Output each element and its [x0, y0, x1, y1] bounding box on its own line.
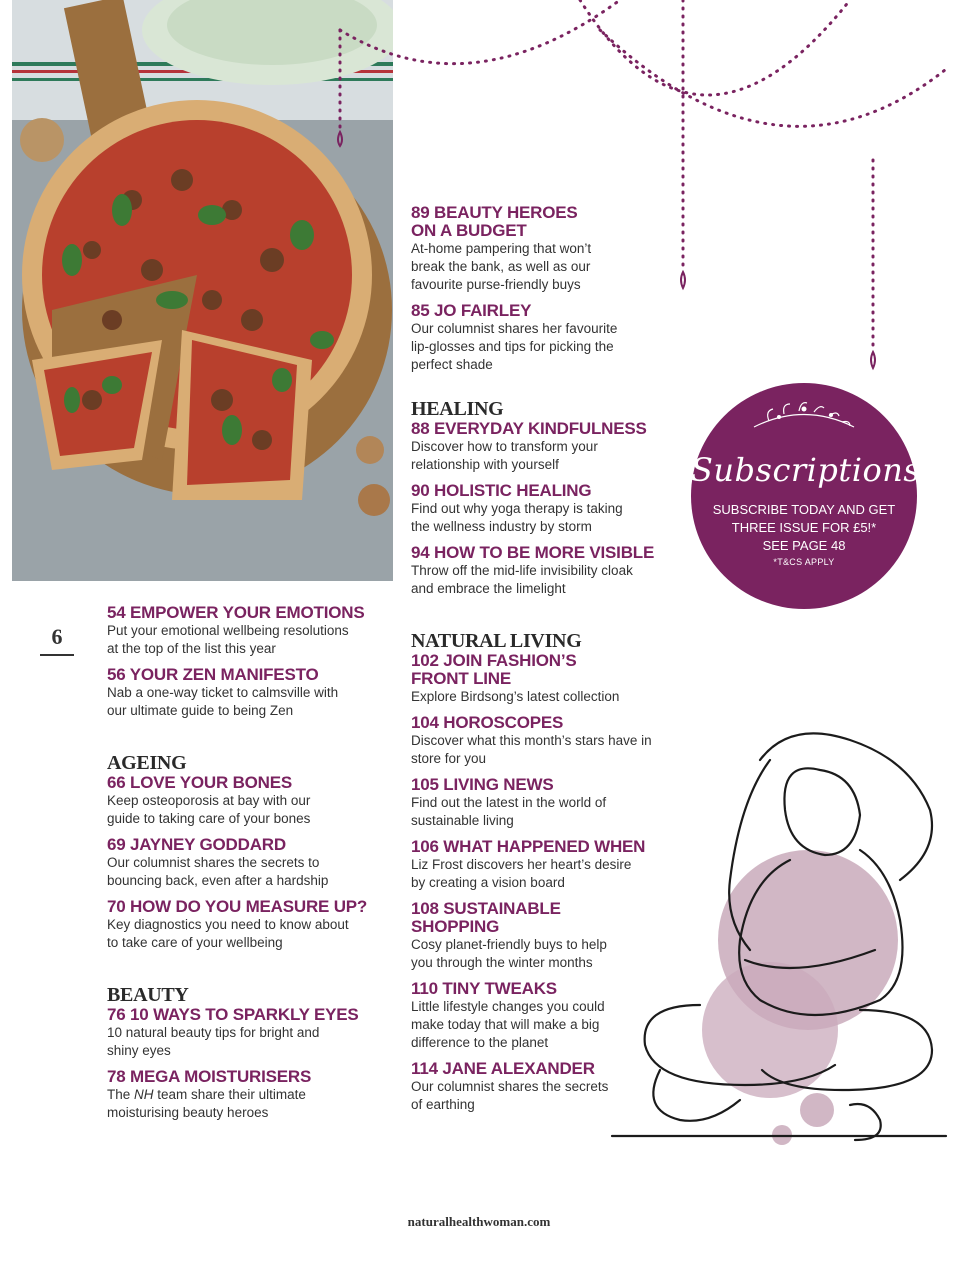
contents-entry[interactable] [411, 544, 691, 598]
contents-entry[interactable] [107, 774, 387, 828]
section-heading-ageing: AGEING [107, 752, 187, 774]
subscription-terms: *T&CS APPLY [773, 557, 835, 567]
page-number-rule [40, 654, 74, 656]
entry-desc: relationship with yourself [411, 457, 559, 472]
entry-title: 70 HOW DO YOU MEASURE UP? [107, 897, 368, 916]
entry-desc: Find out why yoga therapy is taking [411, 501, 623, 516]
entry-desc: difference to the planet [411, 1035, 549, 1050]
contents-entry[interactable] [411, 204, 691, 294]
entry-title: 54 EMPOWER YOUR EMOTIONS [107, 603, 365, 622]
desc-prefix: The [107, 1087, 135, 1102]
contents-entry[interactable] [107, 1068, 387, 1122]
entry-desc: moisturising beauty heroes [107, 1105, 269, 1120]
section-heading-healing: HEALING [411, 398, 504, 420]
contents-entry[interactable] [411, 652, 691, 706]
entry-desc: Keep osteoporosis at bay with our [107, 793, 311, 808]
entry-desc: Explore Birdsong’s latest collection [411, 689, 620, 704]
entry-desc: by creating a vision board [411, 875, 565, 890]
entry-title: 106 WHAT HAPPENED WHEN [411, 837, 646, 856]
entry-desc: lip-glosses and tips for picking the [411, 339, 614, 354]
entry-desc: of earthing [411, 1097, 475, 1112]
entry-desc: Little lifestyle changes you could [411, 999, 605, 1014]
entry-title: 78 MEGA MOISTURISERS [107, 1067, 312, 1086]
entry-title-line2: SHOPPING [411, 917, 500, 936]
entry-desc [107, 1086, 387, 1104]
entry-title: 88 EVERYDAY KINDFULNESS [411, 419, 647, 438]
entry-desc: perfect shade [411, 357, 493, 372]
entry-desc: Liz Frost discovers her heart’s desire [411, 857, 632, 872]
entry-desc: and embrace the limelight [411, 581, 566, 596]
entry-desc: favourite purse-friendly buys [411, 277, 581, 292]
entry-desc: at the top of the list this year [107, 641, 276, 656]
subscription-badge[interactable] [691, 383, 921, 609]
contents-entry[interactable] [411, 714, 691, 768]
entry-desc: At-home pampering that won’t [411, 241, 592, 256]
contents-entry[interactable] [411, 420, 691, 474]
entry-desc: Put your emotional wellbeing resolutions [107, 623, 349, 638]
entry-desc: Our columnist shares her favourite [411, 321, 618, 336]
contents-entry[interactable] [411, 838, 691, 892]
page-number: 6 [51, 624, 63, 649]
subscription-line: SUBSCRIBE TODAY AND GET [712, 502, 896, 517]
contents-entry[interactable] [107, 836, 387, 890]
desc-rest: team share their ultimate [153, 1087, 306, 1102]
entry-desc: Cosy planet-friendly buys to help [411, 937, 607, 952]
subscription-script-title: Subscriptions [691, 451, 921, 489]
entry-desc: make today that will make a big [411, 1017, 600, 1032]
entry-title: 114 JANE ALEXANDER [411, 1059, 595, 1078]
contents-middle-column [411, 204, 691, 1122]
entry-title: 89 BEAUTY HEROES [411, 203, 578, 222]
entry-desc: shiny eyes [107, 1043, 171, 1058]
entry-desc: bouncing back, even after a hardship [107, 873, 329, 888]
subscription-text [701, 501, 907, 555]
contents-entry[interactable] [107, 604, 387, 658]
entry-title: 69 JAYNEY GODDARD [107, 835, 286, 854]
entry-title: 76 10 WAYS TO SPARKLY EYES [107, 1005, 359, 1024]
floral-wreath-icon [749, 397, 859, 437]
entry-desc: sustainable living [411, 813, 514, 828]
section-heading-beauty: BEAUTY [107, 984, 189, 1006]
entry-desc: you through the winter months [411, 955, 593, 970]
contents-entry[interactable] [411, 776, 691, 830]
entry-desc: the wellness industry by storm [411, 519, 592, 534]
contents-entry[interactable] [107, 898, 387, 952]
entry-title: 110 TINY TWEAKS [411, 979, 557, 998]
entry-title-line2: ON A BUDGET [411, 221, 527, 240]
entry-title: 105 LIVING NEWS [411, 775, 554, 794]
entry-desc: Our columnist shares the secrets to [107, 855, 320, 870]
entry-title: 104 HOROSCOPES [411, 713, 564, 732]
entry-desc: our ultimate guide to being Zen [107, 703, 294, 718]
entry-desc: Throw off the mid-life invisibility cloak [411, 563, 633, 578]
entry-desc: Find out the latest in the world of [411, 795, 607, 810]
entry-title: 94 HOW TO BE MORE VISIBLE [411, 543, 655, 562]
contents-left-column [107, 604, 387, 1130]
entry-desc: store for you [411, 751, 487, 766]
contents-entry[interactable] [411, 302, 691, 374]
contents-entry[interactable] [411, 900, 691, 972]
entry-desc: Our columnist shares the secrets [411, 1079, 609, 1094]
contents-entry[interactable] [107, 666, 387, 720]
entry-desc: Nab a one-way ticket to calmsville with [107, 685, 339, 700]
entry-desc: 10 natural beauty tips for bright and [107, 1025, 320, 1040]
section-heading-natural-living: NATURAL LIVING [411, 630, 582, 652]
contents-entry[interactable] [411, 1060, 691, 1114]
subscription-line: SEE PAGE 48 [762, 538, 846, 553]
entry-title: 66 LOVE YOUR BONES [107, 773, 293, 792]
contents-entry[interactable] [411, 980, 691, 1052]
contents-entry[interactable] [107, 1006, 387, 1060]
entry-desc: Key diagnostics you need to know about [107, 917, 349, 932]
website-url[interactable]: naturalhealthwoman.com [407, 1214, 551, 1229]
entry-desc: Discover how to transform your [411, 439, 598, 454]
entry-title: 56 YOUR ZEN MANIFESTO [107, 665, 319, 684]
contents-entry[interactable] [411, 482, 691, 536]
entry-title: 108 SUSTAINABLE [411, 899, 561, 918]
entry-title: 102 JOIN FASHION’S [411, 651, 577, 670]
entry-desc: to take care of your wellbeing [107, 935, 283, 950]
desc-italic: NH [134, 1087, 154, 1102]
entry-desc: Discover what this month’s stars have in [411, 733, 652, 748]
entry-title: 85 JO FAIRLEY [411, 301, 532, 320]
entry-desc: guide to taking care of your bones [107, 811, 311, 826]
entry-title-line2: FRONT LINE [411, 669, 511, 688]
entry-title: 90 HOLISTIC HEALING [411, 481, 592, 500]
entry-desc: break the bank, as well as our [411, 259, 591, 274]
subscription-line: THREE ISSUE FOR £5!* [731, 520, 877, 535]
